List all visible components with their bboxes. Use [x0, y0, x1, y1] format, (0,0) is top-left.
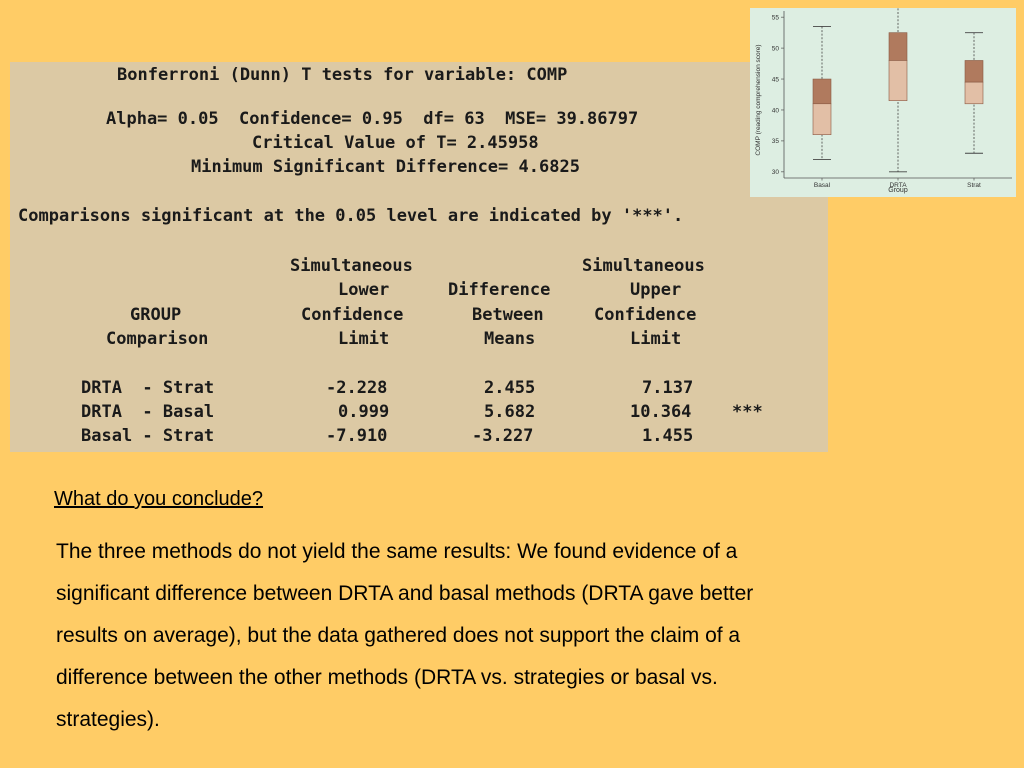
row-diff: 5.682 [484, 402, 536, 422]
header-upper-3: Confidence [594, 305, 697, 325]
output-critical-value: Critical Value of T= 2.45958 [252, 133, 539, 153]
box-upper-quartile [813, 79, 831, 104]
row-upper: 1.455 [642, 426, 694, 446]
box-lower-quartile [889, 60, 907, 100]
y-axis-label: COMP (reading comprehension score) [755, 44, 762, 156]
conclusion-paragraph [56, 531, 916, 741]
conclusion-line: The three methods do not yield the same results: We found evidence of a [56, 540, 738, 563]
x-tick-label: Strat [967, 182, 981, 189]
row-diff: 2.455 [484, 378, 536, 398]
x-axis-label: Group [888, 187, 908, 194]
header-group-1: GROUP [130, 305, 182, 325]
row-upper: 7.137 [642, 378, 694, 398]
header-lower-4: Limit [338, 329, 390, 349]
row-upper: 10.364 [630, 402, 692, 422]
output-title: Bonferroni (Dunn) T tests for variable: COMP [117, 65, 568, 85]
boxplot-svg [750, 8, 1016, 197]
row-significance-mark: *** [732, 402, 763, 422]
header-diff-1: Difference [448, 280, 551, 300]
header-group-2: Comparison [106, 329, 209, 349]
header-upper-2: Upper [630, 280, 682, 300]
output-min-sig-diff: Minimum Significant Difference= 4.6825 [191, 157, 580, 177]
header-upper-4: Limit [630, 329, 682, 349]
y-tick-label: 50 [771, 45, 779, 53]
row-lower: -7.910 [326, 426, 388, 446]
conclusion-line: strategies). [56, 708, 160, 731]
x-tick-label: Basal [813, 182, 831, 189]
conclusion-line: significant difference between DRTA and basal methods (DRTA gave better [56, 582, 754, 605]
y-tick-label: 45 [771, 76, 779, 84]
sas-output-panel [10, 62, 828, 452]
header-diff-3: Means [484, 329, 536, 349]
y-tick-label: 55 [771, 14, 779, 22]
question-heading: What do you conclude? [54, 488, 264, 510]
row-lower: 0.999 [338, 402, 390, 422]
output-significance-note: Comparisons significant at the 0.05 level are indicated by '***'. [18, 206, 684, 226]
header-upper-1: Simultaneous [582, 256, 705, 276]
box-lower-quartile [813, 104, 831, 135]
header-lower-2: Lower [338, 280, 390, 300]
row-group: DRTA - Strat [81, 378, 215, 398]
conclusion-line: difference between the other methods (DRTA vs. strategies or basal vs. [56, 666, 718, 689]
conclusion-line: results on average), but the data gathered does not support the claim of a [56, 624, 741, 647]
y-tick-label: 35 [771, 138, 779, 146]
row-lower: -2.228 [326, 378, 388, 398]
row-diff: -3.227 [472, 426, 534, 446]
box-lower-quartile [965, 82, 983, 104]
output-params: Alpha= 0.05 Confidence= 0.95 df= 63 MSE= 39.86797 [106, 109, 639, 129]
header-diff-2: Between [472, 305, 544, 325]
y-tick-label: 40 [771, 107, 779, 115]
header-lower-1: Simultaneous [290, 256, 413, 276]
y-tick-label: 30 [771, 169, 779, 177]
box-upper-quartile [965, 60, 983, 82]
row-group: DRTA - Basal [81, 402, 215, 422]
boxplot-chart [750, 8, 1016, 197]
row-group: Basal - Strat [81, 426, 215, 446]
header-lower-3: Confidence [301, 305, 404, 325]
x-tick-label: DRTA [889, 182, 907, 189]
box-upper-quartile [889, 33, 907, 61]
